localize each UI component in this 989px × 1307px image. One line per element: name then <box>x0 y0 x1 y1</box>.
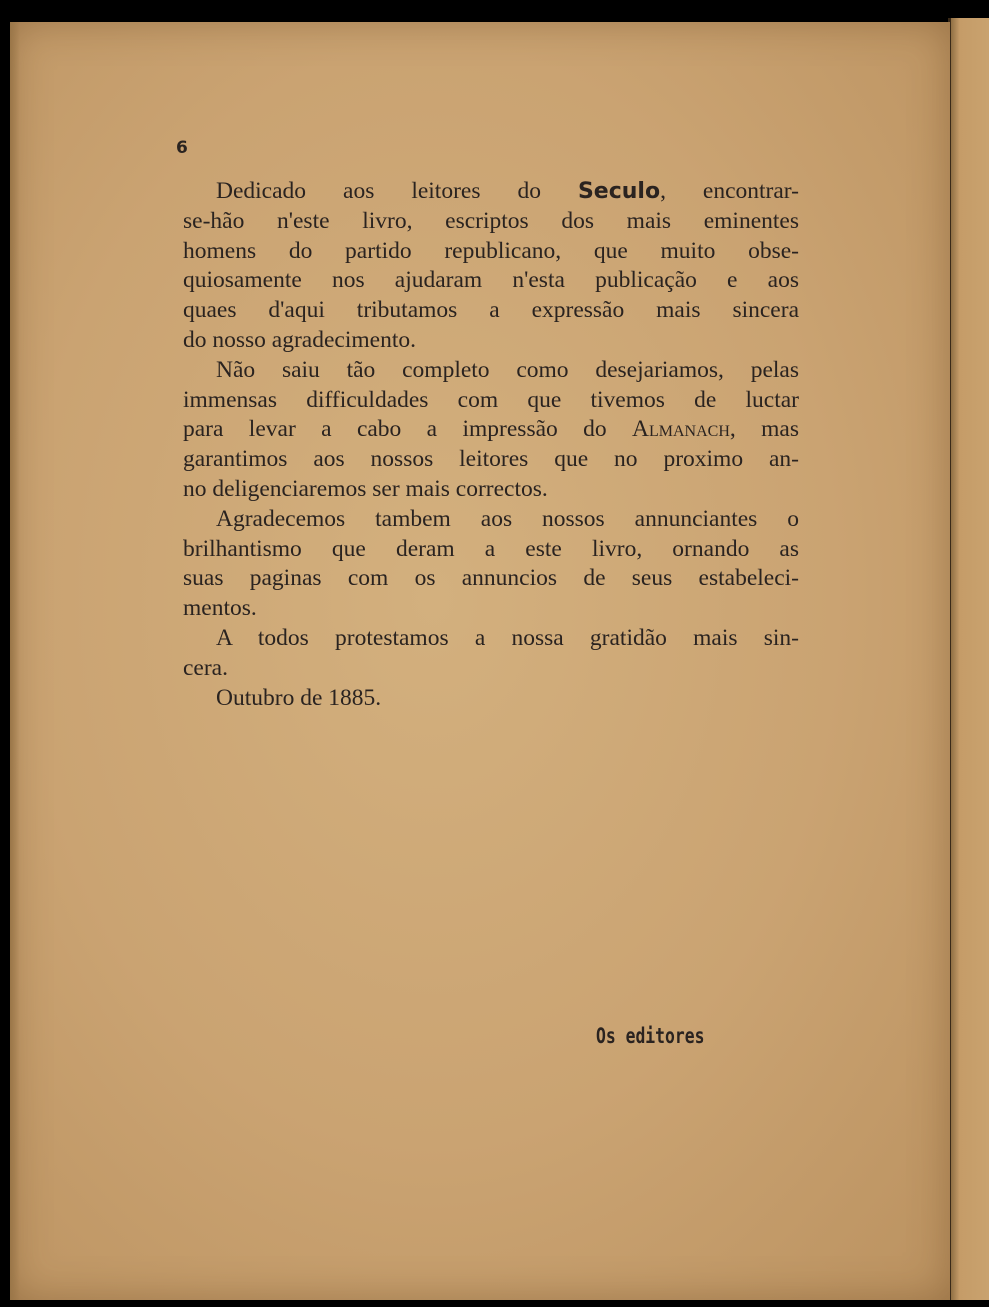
date-line <box>183 684 799 714</box>
paragraph-thanks-advertisers <box>183 505 799 624</box>
text-line: Agradecemos tambem aos nossos annunciantes o <box>216 505 799 532</box>
text-line: quiosamente nos ajudaram n'esta publicação e aos <box>183 267 799 294</box>
text-line: quaes d'aqui tributamos a expressão mais sincera <box>183 297 799 324</box>
text-line: A todos protestamos a nossa gratidão mais sin- <box>216 624 799 651</box>
text-line: no deligenciaremos ser mais correctos. <box>183 475 548 502</box>
text-line: do nosso agradecimento. <box>183 326 416 353</box>
text-line: suas paginas com os annuncios de seus estabeleci- <box>183 565 799 592</box>
text-line: Dedicado aos leitores do Seculo, encontrar- <box>216 178 799 204</box>
paragraph-gratitude <box>183 624 799 684</box>
signature: Os editores <box>596 1024 705 1048</box>
text-line: immensas difficuldades com que tivemos de luctar <box>183 386 799 413</box>
text-line: se-hão n'este livro, escriptos dos mais eminentes <box>183 207 799 234</box>
page-body <box>183 177 799 713</box>
text-line: para levar a cabo a impressão do Almanach, mas <box>183 416 799 443</box>
text-line: cera. <box>183 654 228 681</box>
page-left-shadow <box>10 22 20 1300</box>
paragraph-apology <box>183 356 799 505</box>
text-line: garantimos aos nossos leitores que no proximo an- <box>183 446 799 473</box>
text-line: mentos. <box>183 595 257 622</box>
text-line: homens do partido republicano, que muito obse- <box>183 237 799 264</box>
almanach-title: Almanach <box>632 416 730 443</box>
next-page-edge <box>950 18 989 1300</box>
text-line: brilhantismo que deram a este livro, ornando as <box>183 535 799 562</box>
paragraph-dedication <box>183 177 799 356</box>
date: Outubro de 1885. <box>216 684 382 711</box>
page-number: 6 <box>176 138 188 158</box>
text-line: Não saiu tão completo como desejariamos, pelas <box>216 356 799 383</box>
journal-title: Seculo <box>577 179 661 204</box>
